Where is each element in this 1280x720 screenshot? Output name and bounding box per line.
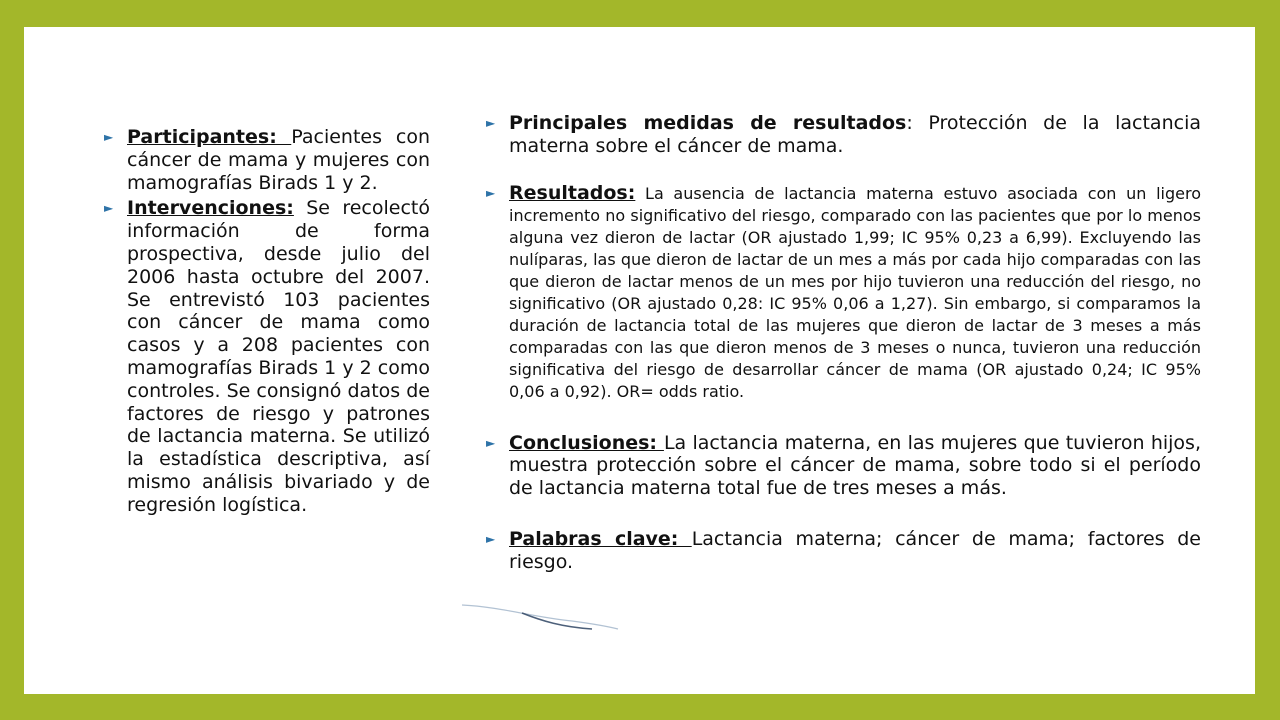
- medidas-text: : Protección de la lactancia materna sobre el cáncer de mama.: [509, 112, 1201, 157]
- intervenciones-text: Se recolectó información de forma prospectiva, desde julio del 2006 hasta octubre del 2007. Se entrevistó 103 pacientes con cáncer de mama como casos y a 208 pacientes con mamografías Birads 1 y 2 como controles. Se consignó datos de factores de riesgo y patrones de lactancia materna. Se utilizó la estadística descriptiva, así mismo análisis bivariado y de regresión logística.: [127, 197, 430, 516]
- triangle-right-icon: ►: [486, 435, 496, 450]
- right-column: [486, 112, 1201, 574]
- palabras-clave-text: Lactancia materna; cáncer de mama; factores de riesgo.: [509, 527, 1202, 573]
- palabras-clave-label: Palabras clave:: [509, 527, 692, 550]
- resultados-item: [486, 182, 1201, 404]
- conclusiones-text: La lactancia materna, en las mujeres que tuvieron hijos, muestra protección sobre el cáncer de mama, sobre todo si el período de lactancia materna total fue de tres meses a más.: [509, 431, 1201, 500]
- participantes-item: [104, 126, 430, 194]
- triangle-right-icon: ►: [104, 130, 114, 144]
- triangle-right-icon: ►: [486, 116, 496, 130]
- palabras-clave-item: [486, 528, 1201, 574]
- medidas-label: Principales medidas de resultados: [509, 112, 907, 134]
- resultados-label: Resultados:: [509, 181, 636, 204]
- slide-panel: [24, 27, 1255, 694]
- participantes-text: Pacientes con cáncer de mama y mujeres con mamografías Birads 1 y 2.: [127, 126, 430, 194]
- triangle-right-icon: ►: [104, 201, 114, 216]
- intervenciones-label: Intervenciones:: [127, 197, 294, 220]
- conclusiones-item: [486, 432, 1201, 500]
- triangle-right-icon: ►: [486, 531, 496, 546]
- medidas-item: [486, 112, 1201, 158]
- left-column: [104, 126, 430, 517]
- intervenciones-item: [104, 197, 430, 516]
- triangle-right-icon: ►: [486, 185, 496, 200]
- decorative-swoosh: [462, 599, 622, 635]
- participantes-label: Participantes:: [127, 126, 292, 148]
- resultados-text: La ausencia de lactancia materna estuvo asociada con un ligero incremento no significativo del riesgo, comparado con las pacientes que por lo menos alguna vez dieron de lactar (OR ajustado 1,99; IC 95% 0,23 a 6,99). Excluyendo las nulíparas, las que dieron de lactar de un mes a más por cada hijo comparadas con las que dieron de lactar menos de un mes por hijo tuvieron una reducción del riesgo, no significativo (OR ajustado 0,28: IC 95% 0,06 a 1,27). Sin embargo, si comparamos la duración de lactancia total de las mujeres que dieron de lactar de 3 meses a más comparadas con las que dieron menos de 3 meses o nunca, tuvieron una reducción significativa del riesgo de desarrollar cáncer de mama (OR ajustado 0,24; IC 95% 0,06 a 0,92). OR= odds ratio.: [509, 183, 1201, 402]
- conclusiones-label: Conclusiones:: [509, 431, 664, 454]
